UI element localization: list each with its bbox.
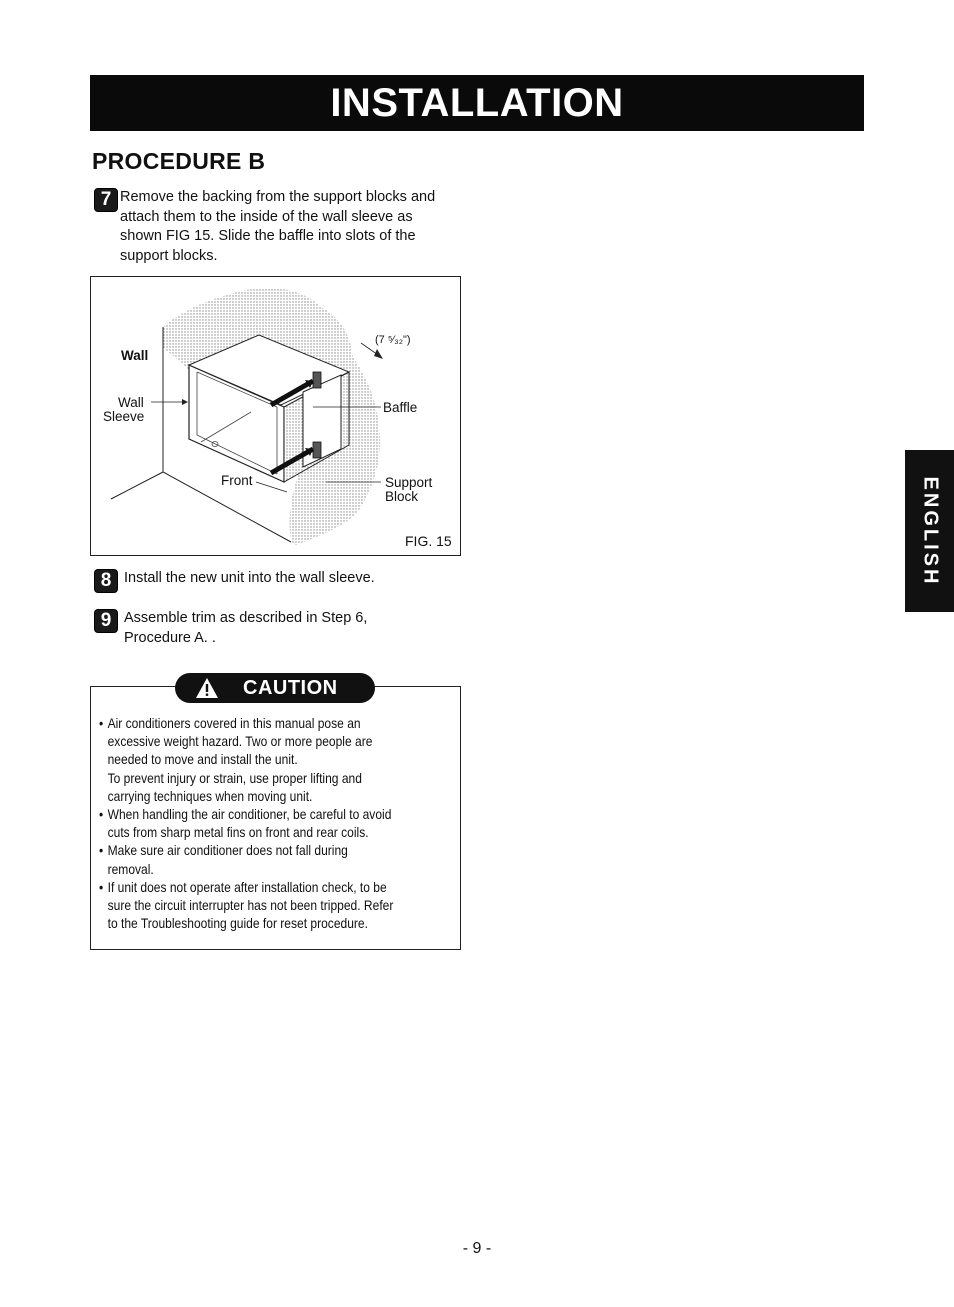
figure-caption: FIG. 15 <box>405 533 452 549</box>
procedure-heading: PROCEDURE B <box>92 148 266 174</box>
section-title: INSTALLATION <box>330 80 624 125</box>
support-block-label: Support <box>385 475 433 490</box>
step-9 <box>94 609 456 648</box>
step-text: Remove the backing from the support blocks and attach them to the inside of the wall sleeve as shown FIG 15. Slide the baffle into slots of the support blocks. <box>120 189 436 264</box>
page-number: - 9 - <box>462 1240 492 1257</box>
caution-label: CAUTION <box>243 676 338 699</box>
dimension-label: (7 ⁵⁄₃₂") <box>375 334 411 346</box>
language-tab <box>905 450 954 612</box>
caution-item: • If unit does not operate after installation check, to be sure the circuit interrupter has not been tripped. Refer to the Troubleshooting guide for reset procedure. <box>99 878 455 933</box>
step-8 <box>94 569 456 593</box>
support-block-label: Block <box>385 489 419 504</box>
caution-item: • Air conditioners covered in this manual pose an excessive weight hazard. Two or more people are needed to move and install the unit. To prevent injury or strain, use proper lifting and carrying techniques when moving unit. <box>99 714 455 805</box>
warning-triangle-icon <box>195 677 219 699</box>
wall-sleeve-label: Sleeve <box>103 409 145 424</box>
figure-15 <box>90 276 461 556</box>
step-number-badge: 7 <box>94 188 118 212</box>
front-label: Front <box>221 473 253 488</box>
step-text: Assemble trim as described in Step 6, Procedure A. . <box>124 610 368 646</box>
step-number-badge: 8 <box>94 569 118 593</box>
wall-sleeve-label: Wall <box>118 395 144 410</box>
caution-item: • Make sure air conditioner does not fall during removal. <box>99 841 455 877</box>
wall-label: Wall <box>121 348 149 363</box>
step-7 <box>94 188 456 266</box>
caution-item: • When handling the air conditioner, be careful to avoid cuts from sharp metal fins on front and rear coils. <box>99 805 455 841</box>
wall-sleeve-illustration <box>91 277 462 557</box>
language-label: ENGLISH <box>919 476 941 586</box>
baffle-label: Baffle <box>383 400 418 415</box>
step-number-badge: 9 <box>94 609 118 633</box>
step-text: Install the new unit into the wall sleeve. <box>124 570 375 586</box>
caution-list <box>99 714 455 932</box>
section-banner <box>90 75 864 131</box>
caution-header <box>175 673 375 703</box>
